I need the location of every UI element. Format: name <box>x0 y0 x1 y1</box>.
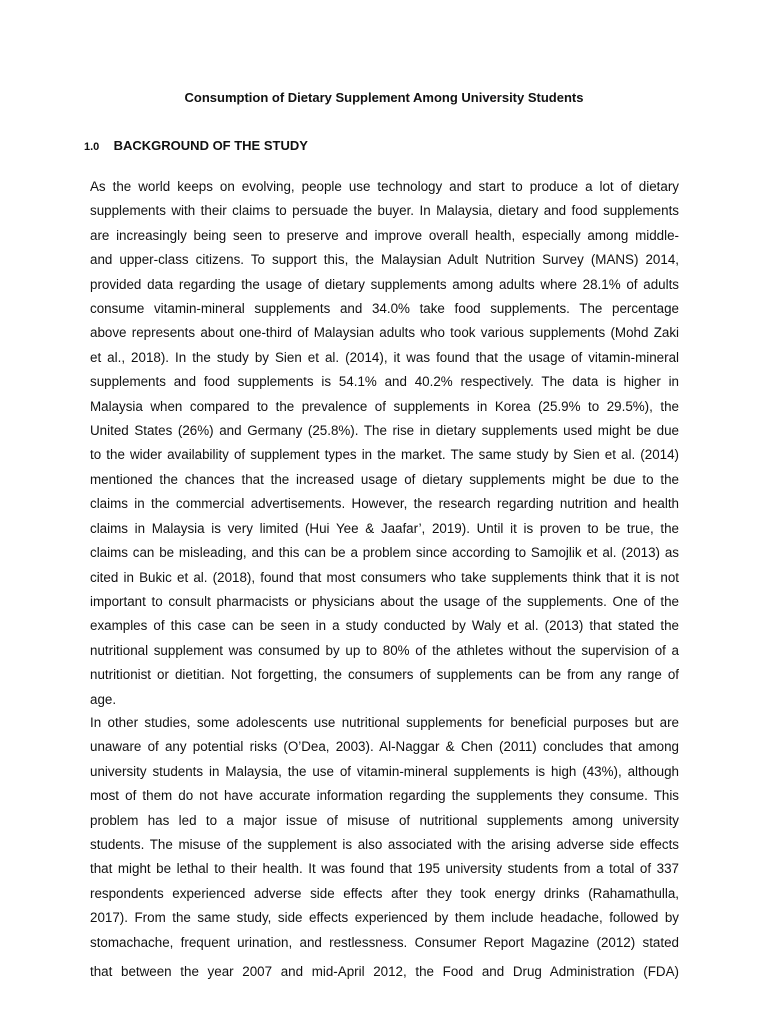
text-line: and upper-class citizens. To support this, the Malaysian Adult Nutrition Survey (MANS) 2014, <box>90 252 679 268</box>
text-line: nutritional supplement was consumed by up to 80% of the athletes without the supervision of a <box>90 642 679 658</box>
text-line: consume vitamin-mineral supplements and 34.0% take food supplements. The percentage <box>90 301 679 317</box>
text-line: that might be lethal to their health. It was found that 195 university students from a total of 337 <box>90 861 679 877</box>
text-line: age. <box>90 691 117 707</box>
text-line: respondents experienced adverse side effects after they took energy drinks (Rahamathulla, <box>90 885 679 901</box>
document-title: Consumption of Dietary Supplement Among University Students <box>184 90 584 105</box>
text-line: nutritionist or dietitian. Not forgetting, the consumers of supplements can be from any range of <box>90 667 679 683</box>
text-line: United States (26%) and Germany (25.8%). The rise in dietary supplements used might be due <box>90 423 679 439</box>
text-line: mentioned the chances that the increased usage of dietary supplements might be due to the <box>90 471 679 487</box>
text-line: above represents about one-third of Malaysian adults who took various supplements (Mohd Zaki <box>90 325 679 341</box>
text-line: examples of this case can be seen in a study conducted by Waly et al. (2013) that stated the <box>90 618 679 634</box>
text-line: are increasingly being seen to preserve and improve overall health, especially among middle- <box>90 227 679 243</box>
section-heading-text: BACKGROUND OF THE STUDY <box>113 138 308 153</box>
text-line: supplements with their claims to persuade the buyer. In Malaysia, dietary and food supplements <box>90 203 679 219</box>
paragraph-2 <box>90 711 679 955</box>
text-line: problem has led to a major issue of misuse of nutritional supplements among university <box>90 812 679 828</box>
text-line: In other studies, some adolescents use nutritional supplements for beneficial purposes but are <box>90 715 679 730</box>
text-line: 2017). From the same study, side effects experienced by them include headache, followed by <box>90 910 679 926</box>
text-line: that between the year 2007 and mid-April 2012, the Food and Drug Administration (FDA) <box>90 964 679 979</box>
text-line: claims in Malaysia is very limited (Hui Yee & Jaafar’, 2019). Until it is proven to be true, the <box>90 520 679 536</box>
paragraph-1 <box>90 175 679 712</box>
text-line: university students in Malaysia, the use of vitamin-mineral supplements is high (43%), although <box>90 763 679 779</box>
section-heading <box>84 138 308 153</box>
text-line: unaware of any potential risks (O’Dea, 2003). Al-Naggar & Chen (2011) concludes that among <box>90 739 679 755</box>
text-line: claims in the commercial advertisements. However, the research regarding nutrition and health <box>90 496 679 512</box>
paragraph-3 <box>90 960 679 984</box>
text-line: provided data regarding the usage of dietary supplements among adults where 28.1% of adults <box>90 276 679 292</box>
text-line: most of them do not have accurate information regarding the supplements they consume. This <box>90 788 679 804</box>
text-line: claims can be misleading, and this can be a problem since according to Samojlik et al. (2013) as <box>90 545 679 561</box>
section-number: 1.0 <box>84 141 100 153</box>
text-line: important to consult pharmacists or physicians about the usage of the supplements. One of the <box>90 593 679 609</box>
text-line: Malaysia when compared to the prevalence of supplements in Korea (25.9% to 29.5%), the <box>90 398 679 414</box>
text-line: et al., 2018). In the study by Sien et al. (2014), it was found that the usage of vitamin-mineral <box>90 349 679 365</box>
text-line: stomachache, frequent urination, and restlessness. Consumer Report Magazine (2012) stated <box>90 934 679 950</box>
text-line: supplements and food supplements is 54.1% and 40.2% respectively. The data is higher in <box>90 374 679 390</box>
text-line: students. The misuse of the supplement is also associated with the arising adverse side effects <box>90 837 679 853</box>
text-line: to the wider availability of supplement types in the market. The same study by Sien et al. (2014) <box>90 447 679 463</box>
text-line: As the world keeps on evolving, people use technology and start to produce a lot of dietary <box>90 179 679 194</box>
text-line: cited in Bukic et al. (2018), found that most consumers who take supplements think that it is not <box>90 569 679 585</box>
